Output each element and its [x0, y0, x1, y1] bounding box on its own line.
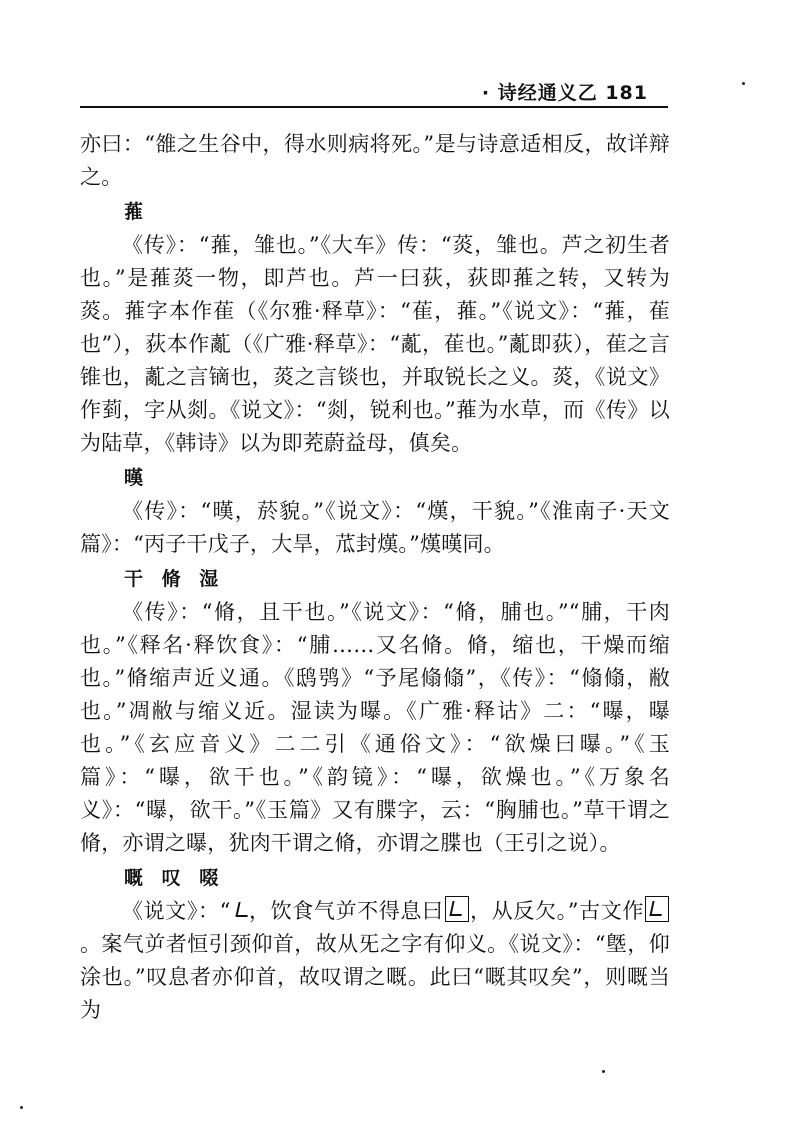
section-paragraph-gan-xiu-shi: 《传》：“脩，且干也。”《说文》：“脩，脯也。”“脯，干肉也。”《释名·释饮食》：“脯……又名脩。脩，缩也，干燥而缩也。”脩缩声近义通。《鸱鸮》“予尾翛翛”，《传》：“翛翛，敝也。”凋敝与缩义近。湿读为曝。《广雅·释诂》二：“曝，曝也。”《玄应音义》二二引《通俗文》：“欲燥曰曝。”《玉篇》：“曝，欲干也。”《韵镜》：“曝，欲燥也。”《万象名义》：“曝，欲干。”《玉篇》又有䐑字，云：“胸脯也。”草干谓之脩，亦谓之曝，犹肉干谓之脩，亦谓之䐑也（王引之说）。	[80, 600, 670, 855]
section-paragraph-han: 《传》：“暵，菸貌。”《说文》：“熯，干貌。”《淮南子·天文篇》：“丙子干戊子，大旱，苽封熯。”熯暵同。	[80, 499, 670, 556]
text-run: 《说文》：“	[122, 899, 231, 923]
header-rule	[80, 106, 668, 108]
text-run: ，从反欠。”古文作	[469, 899, 644, 923]
section-heading-han: 暵	[124, 467, 150, 489]
text-run: ，饮食气屰不得息曰	[248, 899, 444, 923]
scan-speck	[602, 1070, 605, 1073]
section-paragraph-kai-tan-chuo	[80, 895, 670, 1027]
section-heading-gan-xiu-shi: 干 脩 湿	[124, 568, 225, 590]
section-heading-tui: 蓷	[124, 201, 150, 223]
scan-speck	[742, 82, 745, 85]
continued-paragraph: 亦曰：“雒之生谷中，得水则病将死。”是与诗意适相反，故详辩之。	[80, 132, 670, 189]
boxed-ancient-script-icon	[645, 896, 669, 922]
page-header-title: · 诗经通义乙 181	[481, 82, 648, 104]
page-body	[80, 128, 670, 1027]
boxed-seal-character-icon	[445, 896, 469, 922]
text-run: 。案气屰者恒引颈仰首，故从旡之字有仰义。《说文》：“墍，仰涂也。”叹息者亦仰首，故叹谓之嘅。此曰“嘅其叹矣”，则嘅当为	[80, 932, 670, 1022]
section-paragraph-tui: 《传》：“蓷，雏也。”《大车》传：“菼，雏也。芦之初生者也。”是蓷菼一物，即芦也。芦一曰荻，荻即蓷之转，又转为菼。蓷字本作萑（《尔雅·释草》：“萑，蓷。”《说文》：“蓷，萑也”），荻本作薍（《广雅·释草》：“薍，萑也。”薍即荻），萑之言锥也，薍之言镝也，菼之言锬也，并取锐长之义。菼，《说文》作菿，字从剡。《说文》：“剡，锐利也。”蓷为水草，而《传》以为陆草，《韩诗》以为即茺蔚益母，傎矣。	[80, 233, 670, 455]
scan-speck	[20, 1106, 23, 1109]
section-heading-kai-tan-chuo: 嘅 叹 啜	[124, 867, 225, 889]
ancient-character-glyph-icon	[232, 898, 248, 922]
running-header	[80, 72, 668, 108]
